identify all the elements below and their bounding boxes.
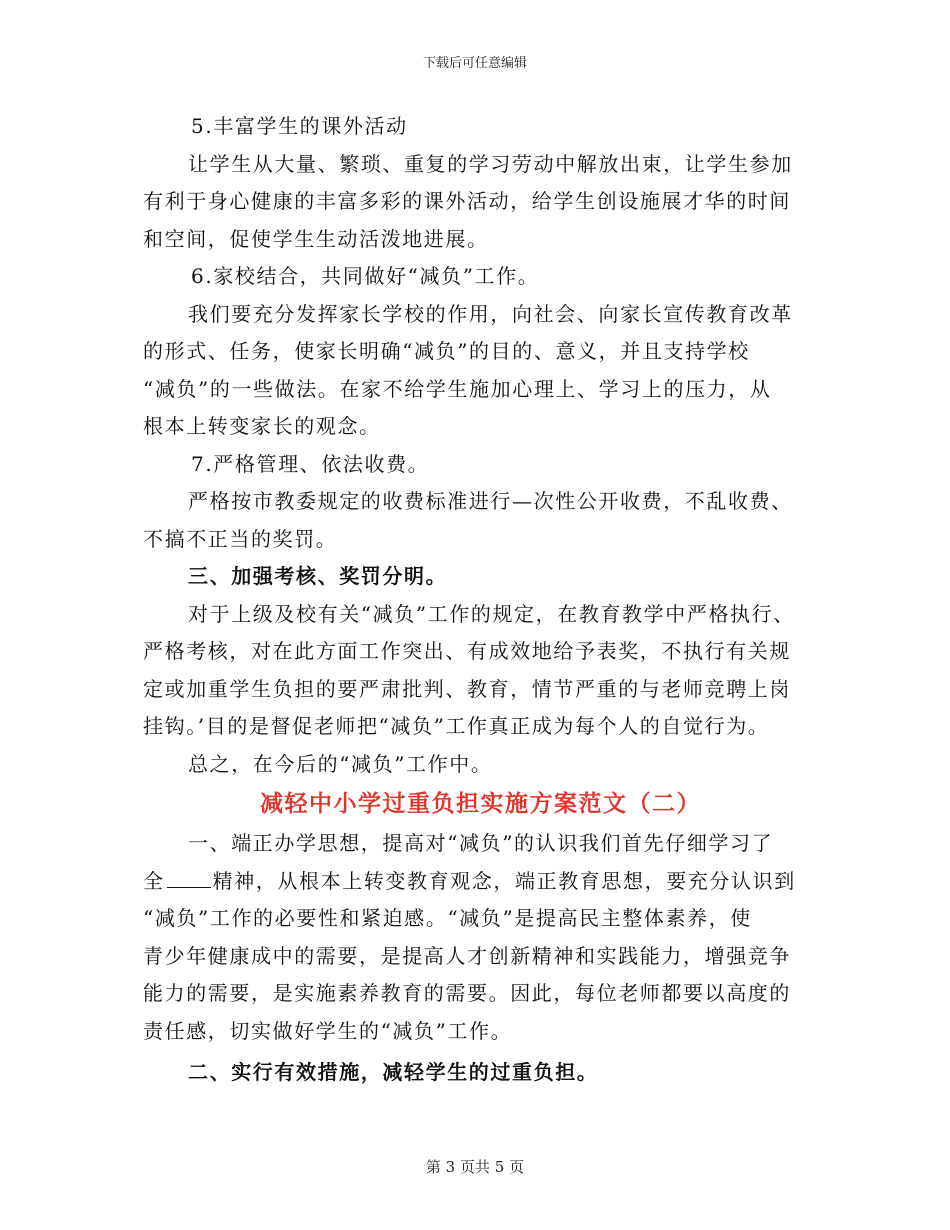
- paragraph-line: “减负”的一些做法。在家不给学生施加心理上、学习上的压力，从: [143, 376, 772, 401]
- summary-line: 总之，在今后的“减负”工作中。: [188, 751, 493, 776]
- section-1-blank-line: [143, 863, 808, 901]
- document-title: 减轻中小学过重负担实施方案范文（二）: [260, 790, 701, 817]
- blank-prefix: 全: [143, 868, 165, 893]
- document-body: [143, 108, 808, 1092]
- fill-blank: [167, 867, 211, 888]
- section-heading-2: 二、实行有效措施，减轻学生的过重负担。: [188, 1060, 599, 1084]
- page-footer: 第 3 页共 5 页: [425, 1158, 525, 1176]
- heading-5: 5.丰富学生的课外活动: [191, 114, 408, 138]
- paragraph-line: 严格考核，对在此方面工作突出、有成效地给予表奖，不执行有关规: [143, 639, 791, 663]
- paragraph-line: 的形式、任务，使家长明确“减负”的目的、意义，并且支持学校: [143, 339, 750, 363]
- paragraph-line: 挂钩。’目的是督促老师把“减负”工作真正成为每个人的自觉行为。: [143, 714, 770, 738]
- paragraph-line: 不搞不正当的奖罚。: [143, 526, 338, 551]
- paragraph-line: 根本上转变家长的观念。: [143, 414, 381, 438]
- paragraph-line: 和空间，促使学生生动活泼地进展。: [143, 226, 489, 251]
- paragraph-line: 我们要充分发挥家长学校的作用，向社会、向家长宣传教育改革: [188, 301, 793, 326]
- paragraph-line: “减负”工作的必要性和紧迫感。“减负”是提高民主整体素养，使: [143, 906, 752, 930]
- paragraph-line: 能力的需要，是实施素养教育的需要。因此，每位老师都要以高度的: [143, 981, 791, 1005]
- paragraph-line: 让学生从大量、繁琐、重复的学习劳动中解放出束，让学生参加: [188, 151, 793, 176]
- paragraph-line: 青少年健康成中的需要，是提高人才创新精神和实践能力，增强竞争: [143, 943, 791, 968]
- paragraph-line: 责任感，切实做好学生的“减负”工作。: [143, 1018, 513, 1043]
- page-header: 下载后可任意编辑: [422, 56, 527, 71]
- paragraph-line: 有利于身心健康的丰富多彩的课外活动，给学生创设施展才华的时间: [143, 189, 791, 213]
- section-1-first-line: 一、端正办学思想，提高对“减负”的认识我们首先仔细学习了: [188, 831, 774, 855]
- paragraph-line: 严格按市教委规定的收费标准进行—次性公开收费，不乱收费、: [188, 489, 793, 513]
- heading-6: 6.家校结合，共同做好“减负”工作。: [191, 264, 540, 288]
- blank-suffix: 精神，从根本上转变教育观念，端正教育思想，要充分认识到: [212, 868, 796, 893]
- section-heading-3: 三、加强考核、奖罚分明。: [188, 564, 448, 588]
- heading-7: 7.严格管理、依法收费。: [191, 451, 430, 476]
- paragraph-line: 定或加重学生负担的要严肃批判、教育，情节严重的与老师竞聘上岗: [143, 676, 791, 701]
- paragraph-line: 对于上级及校有关“减负”工作的规定，在教育教学中严格执行、: [188, 601, 795, 626]
